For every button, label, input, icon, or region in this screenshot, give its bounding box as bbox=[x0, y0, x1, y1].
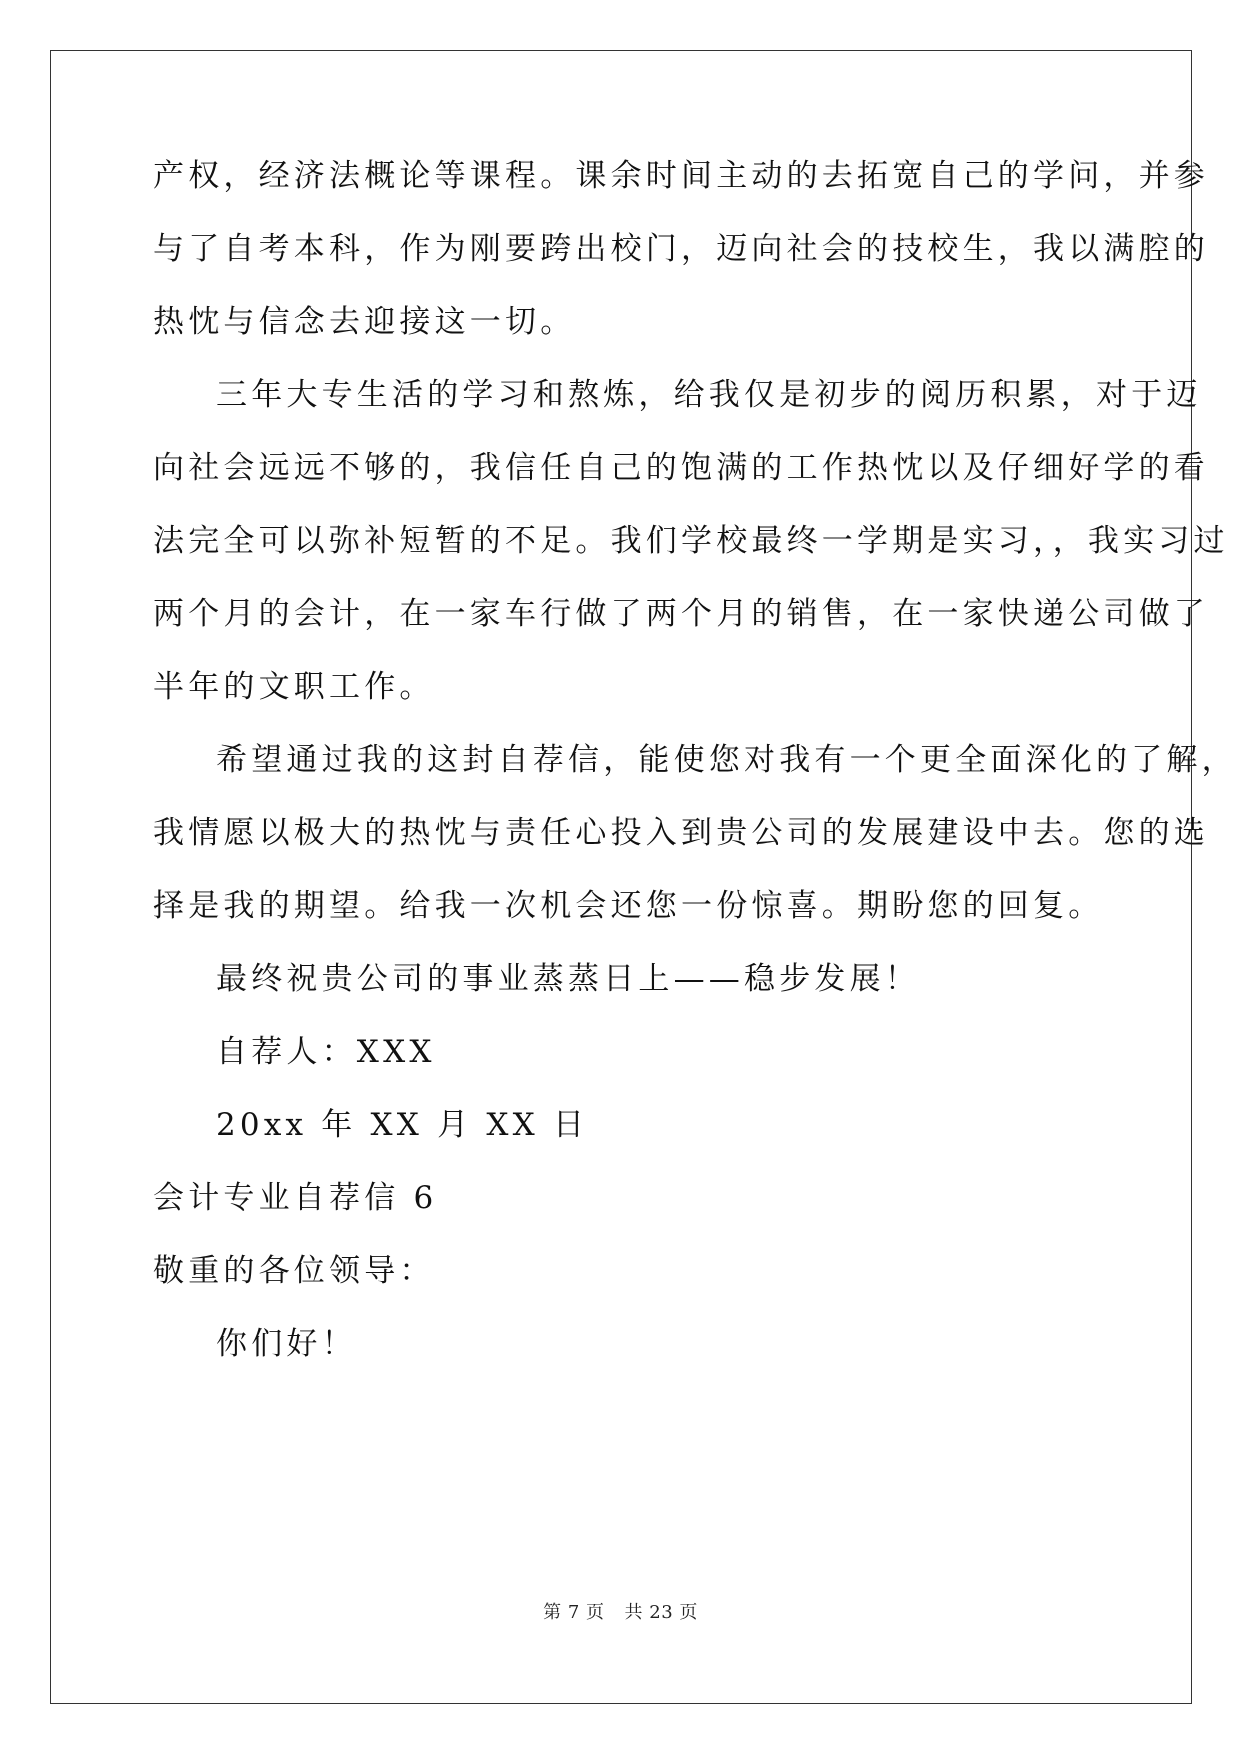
section-title: 会计专业自荐信 6 bbox=[153, 1180, 438, 1216]
paragraph-line: 法完全可以弥补短暂的不足。我们学校最终一学期是实习，，我实习过 bbox=[153, 523, 1229, 559]
page-number-total: 共 23 页 bbox=[624, 1602, 698, 1623]
paragraph-line: 热忱与信念去迎接这一切。 bbox=[153, 304, 576, 340]
greeting: 你们好！ bbox=[216, 1326, 357, 1362]
date-line: 20xx 年 XX 月 XX 日 bbox=[216, 1107, 589, 1143]
salutation: 敬重的各位领导： bbox=[153, 1253, 435, 1289]
paragraph-line: 三年大专生活的学习和熬炼，给我仅是初步的阅历积累，对于迈 bbox=[216, 377, 1202, 413]
paragraph-line: 两个月的会计，在一家车行做了两个月的销售，在一家快递公司做了 bbox=[153, 596, 1209, 632]
paragraph-line: 希望通过我的这封自荐信，能使您对我有一个更全面深化的了解， bbox=[216, 742, 1237, 778]
closing-wish: 最终祝贵公司的事业蒸蒸日上——稳步发展！ bbox=[216, 961, 920, 997]
page-border bbox=[50, 50, 1192, 1704]
paragraph-line: 与了自考本科，作为刚要跨出校门，迈向社会的技校生，我以满腔的 bbox=[153, 231, 1209, 267]
signature-line: 自荐人：XXX bbox=[216, 1034, 436, 1070]
page-footer bbox=[0, 1598, 1241, 1624]
paragraph-line: 我情愿以极大的热忱与责任心投入到贵公司的发展建设中去。您的选 bbox=[153, 815, 1209, 851]
paragraph-line: 产权，经济法概论等课程。课余时间主动的去拓宽自己的学问，并参 bbox=[153, 158, 1209, 194]
paragraph-line: 择是我的期望。给我一次机会还您一份惊喜。期盼您的回复。 bbox=[153, 888, 1104, 924]
page-number-current: 第 7 页 bbox=[543, 1602, 605, 1623]
paragraph-line: 半年的文职工作。 bbox=[153, 669, 435, 705]
paragraph-line: 向社会远远不够的，我信任自己的饱满的工作热忱以及仔细好学的看 bbox=[153, 450, 1209, 486]
